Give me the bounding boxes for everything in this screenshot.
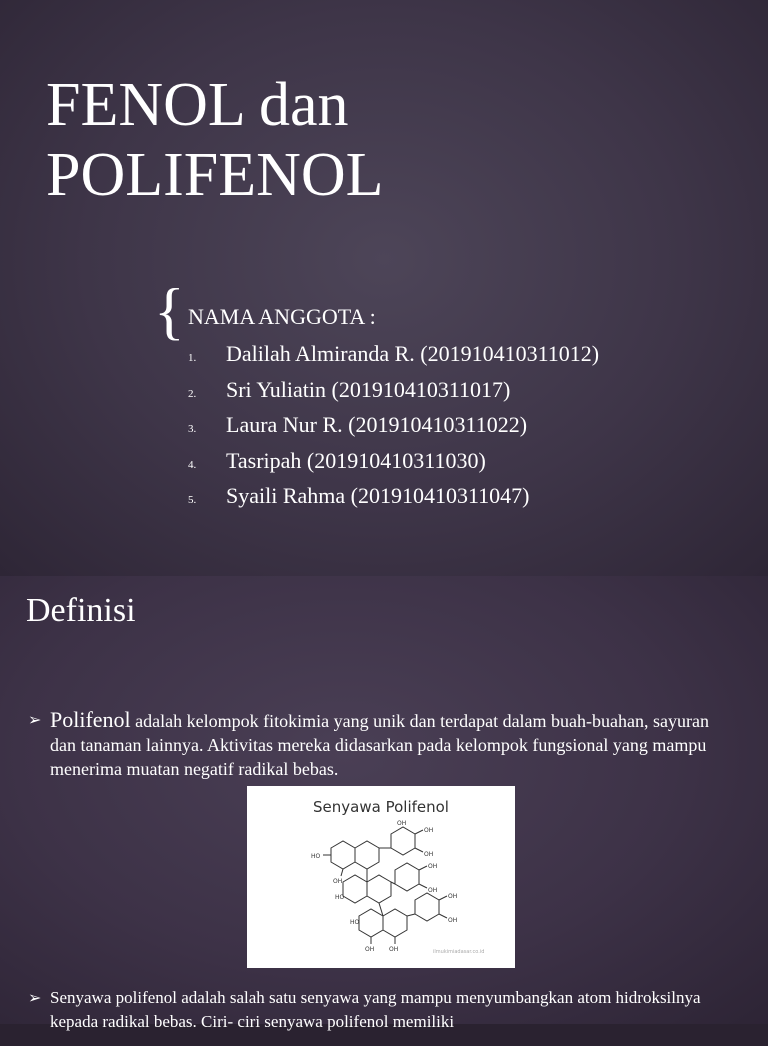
- list-number: 1.: [188, 352, 197, 364]
- bullet-text: [50, 708, 728, 781]
- brace-decoration: {: [154, 275, 185, 346]
- ho-label: HO: [311, 853, 321, 860]
- arrow-bullet-icon: ➢: [28, 988, 42, 1007]
- oh-label: OH: [428, 887, 438, 894]
- ho-label: HO: [335, 894, 345, 901]
- title-line-2: POLIFENOL: [46, 141, 384, 209]
- list-number: 2.: [188, 387, 197, 400]
- oh-label: OH: [333, 878, 343, 885]
- ho-label: HO: [350, 919, 360, 926]
- figure-watermark: ilmukimiadasar.co.id: [433, 949, 485, 955]
- list-number: 3.: [188, 423, 197, 436]
- oh-label: OH: [397, 820, 407, 827]
- page-title: [46, 70, 384, 210]
- arrow-bullet-icon: ➢: [28, 710, 42, 729]
- oh-label: OH: [448, 917, 458, 924]
- polyphenol-structure-diagram: [247, 786, 515, 968]
- title-line-1: FENOL dan: [46, 71, 349, 139]
- oh-label: OH: [424, 851, 434, 858]
- oh-label: OH: [365, 946, 375, 953]
- slide-title: Definisi: [26, 592, 136, 629]
- oh-label: OH: [424, 827, 434, 834]
- figure-caption: Senyawa Polifenol: [313, 798, 449, 816]
- member-name: Syaili Rahma (201910410311047): [226, 483, 530, 509]
- member-name: Sri Yuliatin (201910410311017): [226, 376, 511, 402]
- bullet-senyawa: [28, 986, 748, 1046]
- member-name: Tasripah (201910410311030): [226, 447, 486, 473]
- member-name: Dalilah Almiranda R. (201910410311012): [226, 341, 600, 366]
- polyphenol-figure: [247, 786, 515, 968]
- bullet-polifenol: [28, 708, 728, 788]
- bullet-text: Senyawa polifenol adalah salah satu senyawa yang mampu menyumbangkan atom hidroksilnya kepada radikal bebas. Ciri- ciri senyawa polifenol memiliki: [50, 988, 701, 1031]
- list-number: 5.: [188, 494, 197, 507]
- oh-label: OH: [428, 863, 438, 870]
- bullet-lead-term: Polifenol: [50, 707, 131, 732]
- bullet-description: adalah kelompok fitokimia yang unik dan terdapat dalam buah-buahan, sayuran dan tanaman lainnya. Aktivitas mereka didasarkan pada kelompok fungsional yang mampu menerima muatan negatif radikal bebas.: [50, 711, 709, 779]
- oh-label: OH: [448, 893, 458, 900]
- oh-label: OH: [389, 946, 399, 953]
- list-number: 4.: [188, 458, 197, 471]
- members-heading: NAMA ANGGOTA :: [188, 304, 376, 329]
- member-name: Laura Nur R. (201910410311022): [226, 412, 528, 438]
